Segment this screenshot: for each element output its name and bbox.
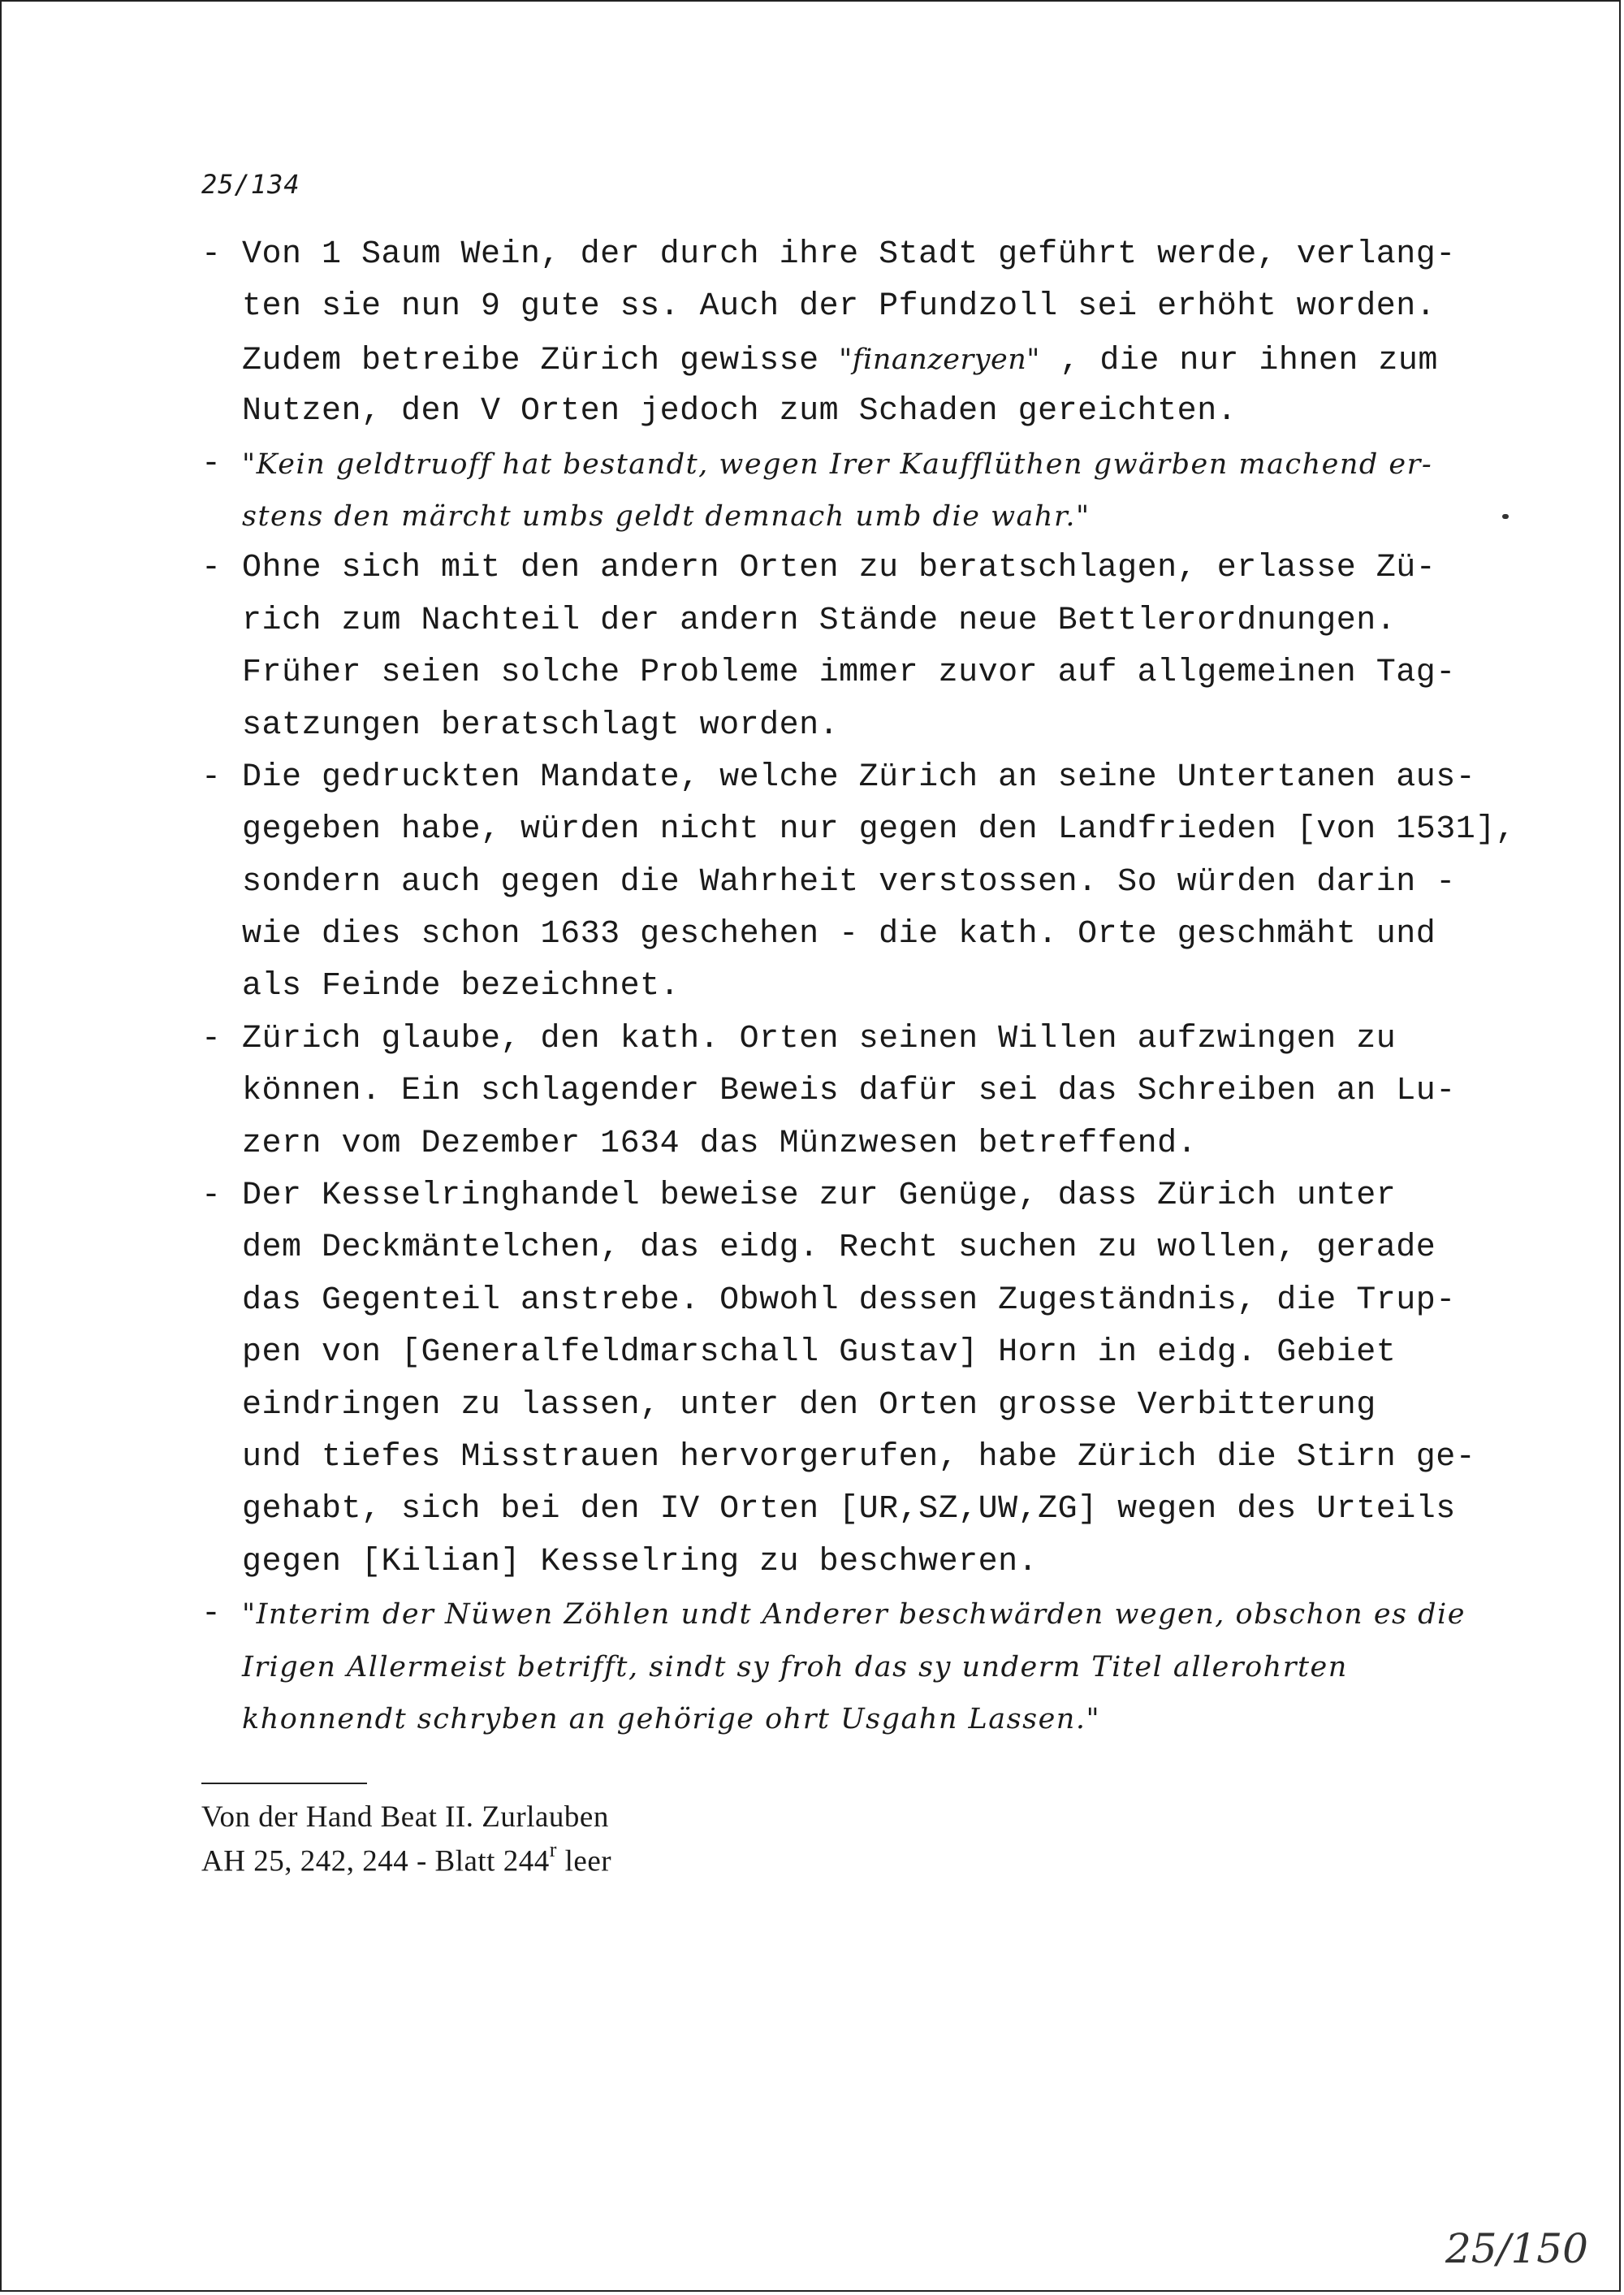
text-line: Früher seien solche Probleme immer zuvor auf allgemeinen Tag-: [242, 655, 1456, 692]
text-line: ten sie nun 9 gute ss. Auch der Pfundzoll sei erhöht worden.: [242, 288, 1436, 326]
list-item: [201, 752, 1516, 1014]
footnote-line: Von der Hand Beat II. Zurlauben: [201, 1800, 609, 1834]
list-dash: -: [201, 1596, 222, 1633]
list-dash: -: [201, 759, 222, 796]
text-line: gegeben habe, würden nicht nur gegen den Landfrieden [von 1531],: [242, 811, 1516, 849]
list-item: [201, 1170, 1476, 1588]
text-line: können. Ein schlagender Beweis dafür sei das Schreiben an Lu-: [242, 1073, 1456, 1110]
margin-mark: [1502, 514, 1509, 519]
footnote: [201, 1800, 611, 1879]
quote-line: stens den märcht umbs geldt demnach umb die wahr.": [242, 499, 1091, 533]
list-dash: -: [201, 550, 222, 587]
text-line: Der Kesselringhandel beweise zur Genüge, dass Zürich unter: [242, 1178, 1397, 1215]
footnote-divider: [201, 1783, 367, 1784]
text-line: satzungen beratschlagt worden.: [242, 707, 840, 744]
inline-quote: "finanzeryen": [839, 343, 1040, 376]
entry-list: [201, 229, 1516, 1745]
footnote-text: leer: [556, 1844, 612, 1878]
list-dash: -: [201, 1178, 222, 1215]
text-fragment: , die nur ihnen zum: [1039, 342, 1438, 379]
text-line: Ohne sich mit den andern Orten zu beratschlagen, erlasse Zü-: [242, 550, 1436, 587]
text-line: Nutzen, den V Orten jedoch zum Schaden gereichten.: [242, 393, 1237, 430]
list-dash: -: [201, 1020, 222, 1057]
list-dash: -: [201, 445, 222, 482]
text-line: gegen [Kilian] Kesselring zu beschweren.: [242, 1543, 1039, 1580]
text-line: und tiefes Misstrauen hervorgerufen, habe Zürich die Stirn ge-: [242, 1438, 1476, 1476]
quote-line: khonnendt schryben an gehörige ohrt Usgahn Lassen.": [242, 1702, 1101, 1735]
text-line: rich zum Nachteil der andern Stände neue Bettlerordnungen.: [242, 602, 1397, 639]
text-line: [242, 334, 1468, 386]
footnote-superscript: r: [549, 1838, 557, 1861]
list-item: [201, 542, 1468, 752]
text-line: Zürich glaube, den kath. Orten seinen Willen aufzwingen zu: [242, 1020, 1397, 1057]
text-line: sondern auch gegen die Wahrheit verstossen. So würden darin -: [242, 863, 1456, 901]
list-dash: -: [201, 236, 222, 273]
text-fragment: Zudem betreibe Zürich gewisse: [242, 342, 840, 379]
text-line: gehabt, sich bei den IV Orten [UR,SZ,UW,ZG] wegen des Urteils: [242, 1491, 1456, 1528]
text-line: eindringen zu lassen, unter den Orten grosse Verbitterung: [242, 1386, 1376, 1424]
archive-number: 25/150: [1445, 2225, 1588, 2272]
quote-line: "Kein geldtruoff hat bestandt, wegen Irer Kaufflüthen gwärben machend er-: [242, 447, 1433, 481]
text-line: wie dies schon 1633 geschehen - die kath. Orte geschmäht und: [242, 916, 1436, 953]
text-line: als Feinde bezeichnet.: [242, 968, 680, 1005]
quote-line: Irigen Allermeist betrifft, sindt sy froh das sy underm Titel allerohrten: [242, 1650, 1348, 1683]
text-line: das Gegenteil anstrebe. Obwohl dessen Zugeständnis, die Trup-: [242, 1281, 1456, 1319]
text-line: pen von [Generalfeldmarschall Gustav] Horn in eidg. Gebiet: [242, 1334, 1397, 1372]
list-item: [201, 1014, 1468, 1170]
text-line: Von 1 Saum Wein, der durch ihre Stadt geführt werde, verlang-: [242, 236, 1456, 273]
quote-item: [201, 1588, 1468, 1745]
text-line: dem Deckmäntelchen, das eidg. Recht suchen zu wollen, gerade: [242, 1230, 1436, 1267]
quote-item: [201, 439, 1468, 543]
footnote-text: AH 25, 242, 244 - Blatt 244: [201, 1844, 550, 1878]
text-line: Die gedruckten Mandate, welche Zürich an seine Untertanen aus-: [242, 759, 1476, 796]
page-reference: 25/134: [201, 169, 300, 200]
list-item: [201, 229, 1468, 439]
quote-line: "Interim der Nüwen Zöhlen undt Anderer beschwärden wegen, obschon es die: [242, 1598, 1466, 1632]
text-line: zern vom Dezember 1634 das Münzwesen betreffend.: [242, 1125, 1198, 1162]
footnote-line: [201, 1835, 611, 1879]
